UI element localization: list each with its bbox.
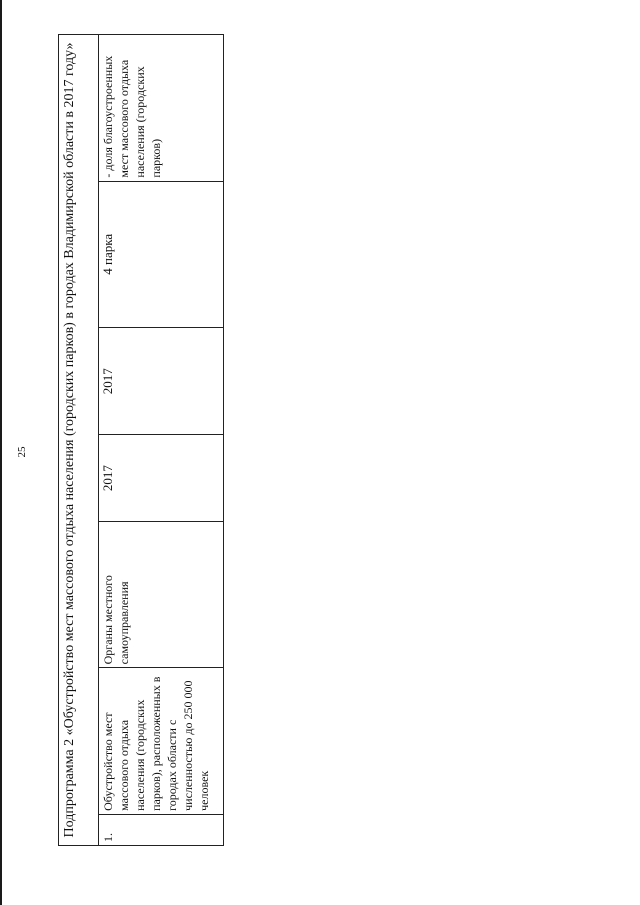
rotated-table-block: [58, 34, 618, 846]
cell-number: 1.: [99, 814, 224, 845]
table-row: [99, 35, 224, 846]
measures-table: [98, 34, 224, 846]
cell-result: 4 парка: [99, 181, 224, 328]
page-edge-line: [0, 0, 2, 905]
cell-year-start: 2017: [99, 435, 224, 522]
cell-indicator: - доля благоустроенных мест массового отдыха населения (городских парков): [99, 35, 224, 182]
cell-executor: Органы местного самоуправления: [99, 521, 224, 668]
cell-year-end: 2017: [99, 328, 224, 435]
subprogram-title: Подпрограмма 2 «Обустройство мест массового отдыха населения (городских парков) в городах Владимирской области в 2017 году»: [58, 34, 98, 846]
cell-event: Обустройство мест массового отдыха населения (городских парков), расположенных в городах области с численностью до 250 000 человек: [99, 668, 224, 815]
page-number: 25: [16, 446, 28, 458]
